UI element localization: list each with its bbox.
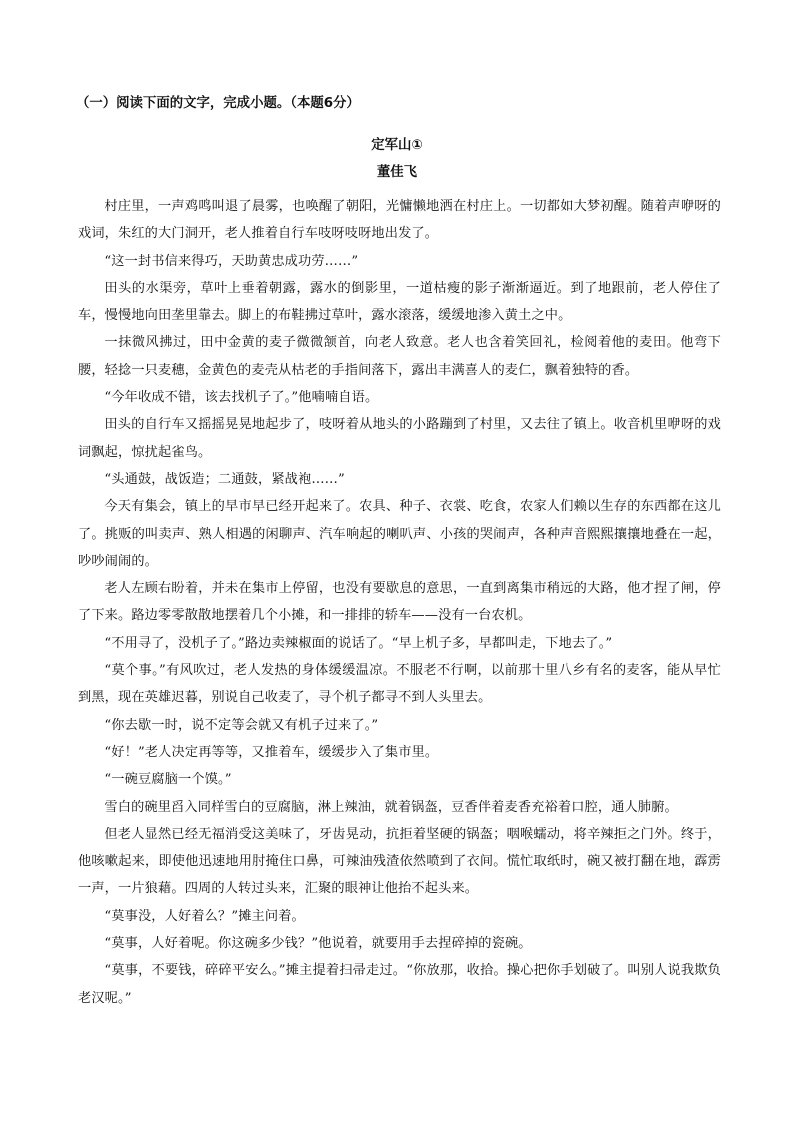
paragraph: “这一封书信来得巧，天助黄忠成功劳……” (104, 253, 359, 269)
paragraph: “你去歇一时，说不定等会就又有机子过来了。” (104, 717, 379, 733)
paragraph: 一抹微风拂过，田中金黄的麦子微微颔首，向老人致意。老人也含着笑回礼，检阅着他的麦田。他弯下腰，轻捻一只麦穗，金黄色的麦壳从枯老的手指间落下，露出丰满喜人的麦仁，飘着独特的香。 (78, 335, 721, 378)
paragraph: “莫个事。”有风吹过，老人发热的身体缓缓温凉。不服老不行啊，以前那十里八乡有名的麦客，能从早忙到黑，现在英雄迟暮，别说自己收麦了，寻个机子都寻不到人头里去。 (78, 663, 721, 706)
paragraph: 雪白的碗里舀入同样雪白的豆腐脑，淋上辣油，就着锅盔，豆香伴着麦香充裕着口腔，通人肺腑。 (104, 799, 678, 815)
paragraph: 村庄里，一声鸡鸣叫退了晨雾，也唤醒了朝阳，光慵懒地洒在村庄上。一切都如大梦初醒。随着声咿呀的戏词，朱红的大门洞开，老人推着自行车吱呀吱呀地出发了。 (78, 199, 721, 242)
paragraph: “头通鼓，战饭造；二通鼓，紧战袍……” (104, 471, 345, 487)
article-body (78, 193, 721, 1012)
paragraph: 田头的水渠旁，草叶上垂着朝露，露水的倒影里，一道枯瘦的影子渐渐逼近。到了地跟前，老人停住了车，慢慢地向田垄里靠去。脚上的布鞋拂过草叶，露水滚落，缓缓地渗入黄土之中。 (78, 280, 721, 324)
paragraph: 今天有集会，镇上的早市早已经开起来了。农具、种子、衣裳、吃食，农家人们赖以生存的东西都在这儿了。挑贩的叫卖声、熟人相遇的闲聊声、汽车响起的喇叭声、小孩的哭闹声，各种声音熙熙攘攘地叠在一起，吵吵闹闹的。 (78, 499, 721, 569)
paragraph: “今年收成不错，该去找机子了。”他喃喃自语。 (104, 390, 379, 406)
section-heading: （一）阅读下面的文字，完成小题。（本题6分） (76, 96, 360, 111)
paragraph: 田头的自行车又摇摇晃晃地起步了，吱呀着从地头的小路蹦到了村里，又去往了镇上。收音机里咿呀的戏词飘起，惊扰起雀鸟。 (78, 417, 721, 460)
paragraph: 但老人显然已经无福消受这美味了，牙齿晃动，抗拒着坚硬的锅盔；咽喉蠕动，将辛辣拒之门外。终于，他咳嗽起来，即使他迅速地用肘掩住口鼻，可辣油残渣依然喷到了衣间。慌忙取纸时，碗又被打翻在地，霹雳一声，一片狼藉。四周的人转过头来，汇聚的眼神让他抬不起头来。 (78, 826, 721, 897)
paragraph: “莫事，不要钱，碎碎平安么。”摊主提着扫帚走过。“你放那，收拾。操心把你手划破了。叫别人说我欺负老汉呢。” (78, 963, 721, 1006)
paragraph: “莫事，人好着呢。你这碗多少钱？”他说着，就要用手去捏碎掉的瓷碗。 (104, 936, 532, 952)
article-author: 董佳飞 (376, 165, 418, 180)
paragraph: “一碗豆腐脑一个馍。” (104, 772, 232, 788)
paragraph: “不用寻了，没机子了。”路边卖辣椒面的说话了。“早上机子多，早都叫走，下地去了。” (104, 635, 613, 651)
paragraph: 老人左顾右盼着，并未在集市上停留，也没有要歇息的意思，一直到离集市稍远的大路，他才捏了闸，停了下来。路边零零散散地摆着几个小摊，和一排排的轿车——没有一台农机。 (78, 581, 721, 624)
article-title: 定军山① (371, 138, 423, 153)
paragraph: “莫事没，人好着么？”摊主问着。 (104, 908, 305, 924)
paragraph: “好！”老人决定再等等，又推着车，缓缓步入了集市里。 (104, 744, 439, 760)
